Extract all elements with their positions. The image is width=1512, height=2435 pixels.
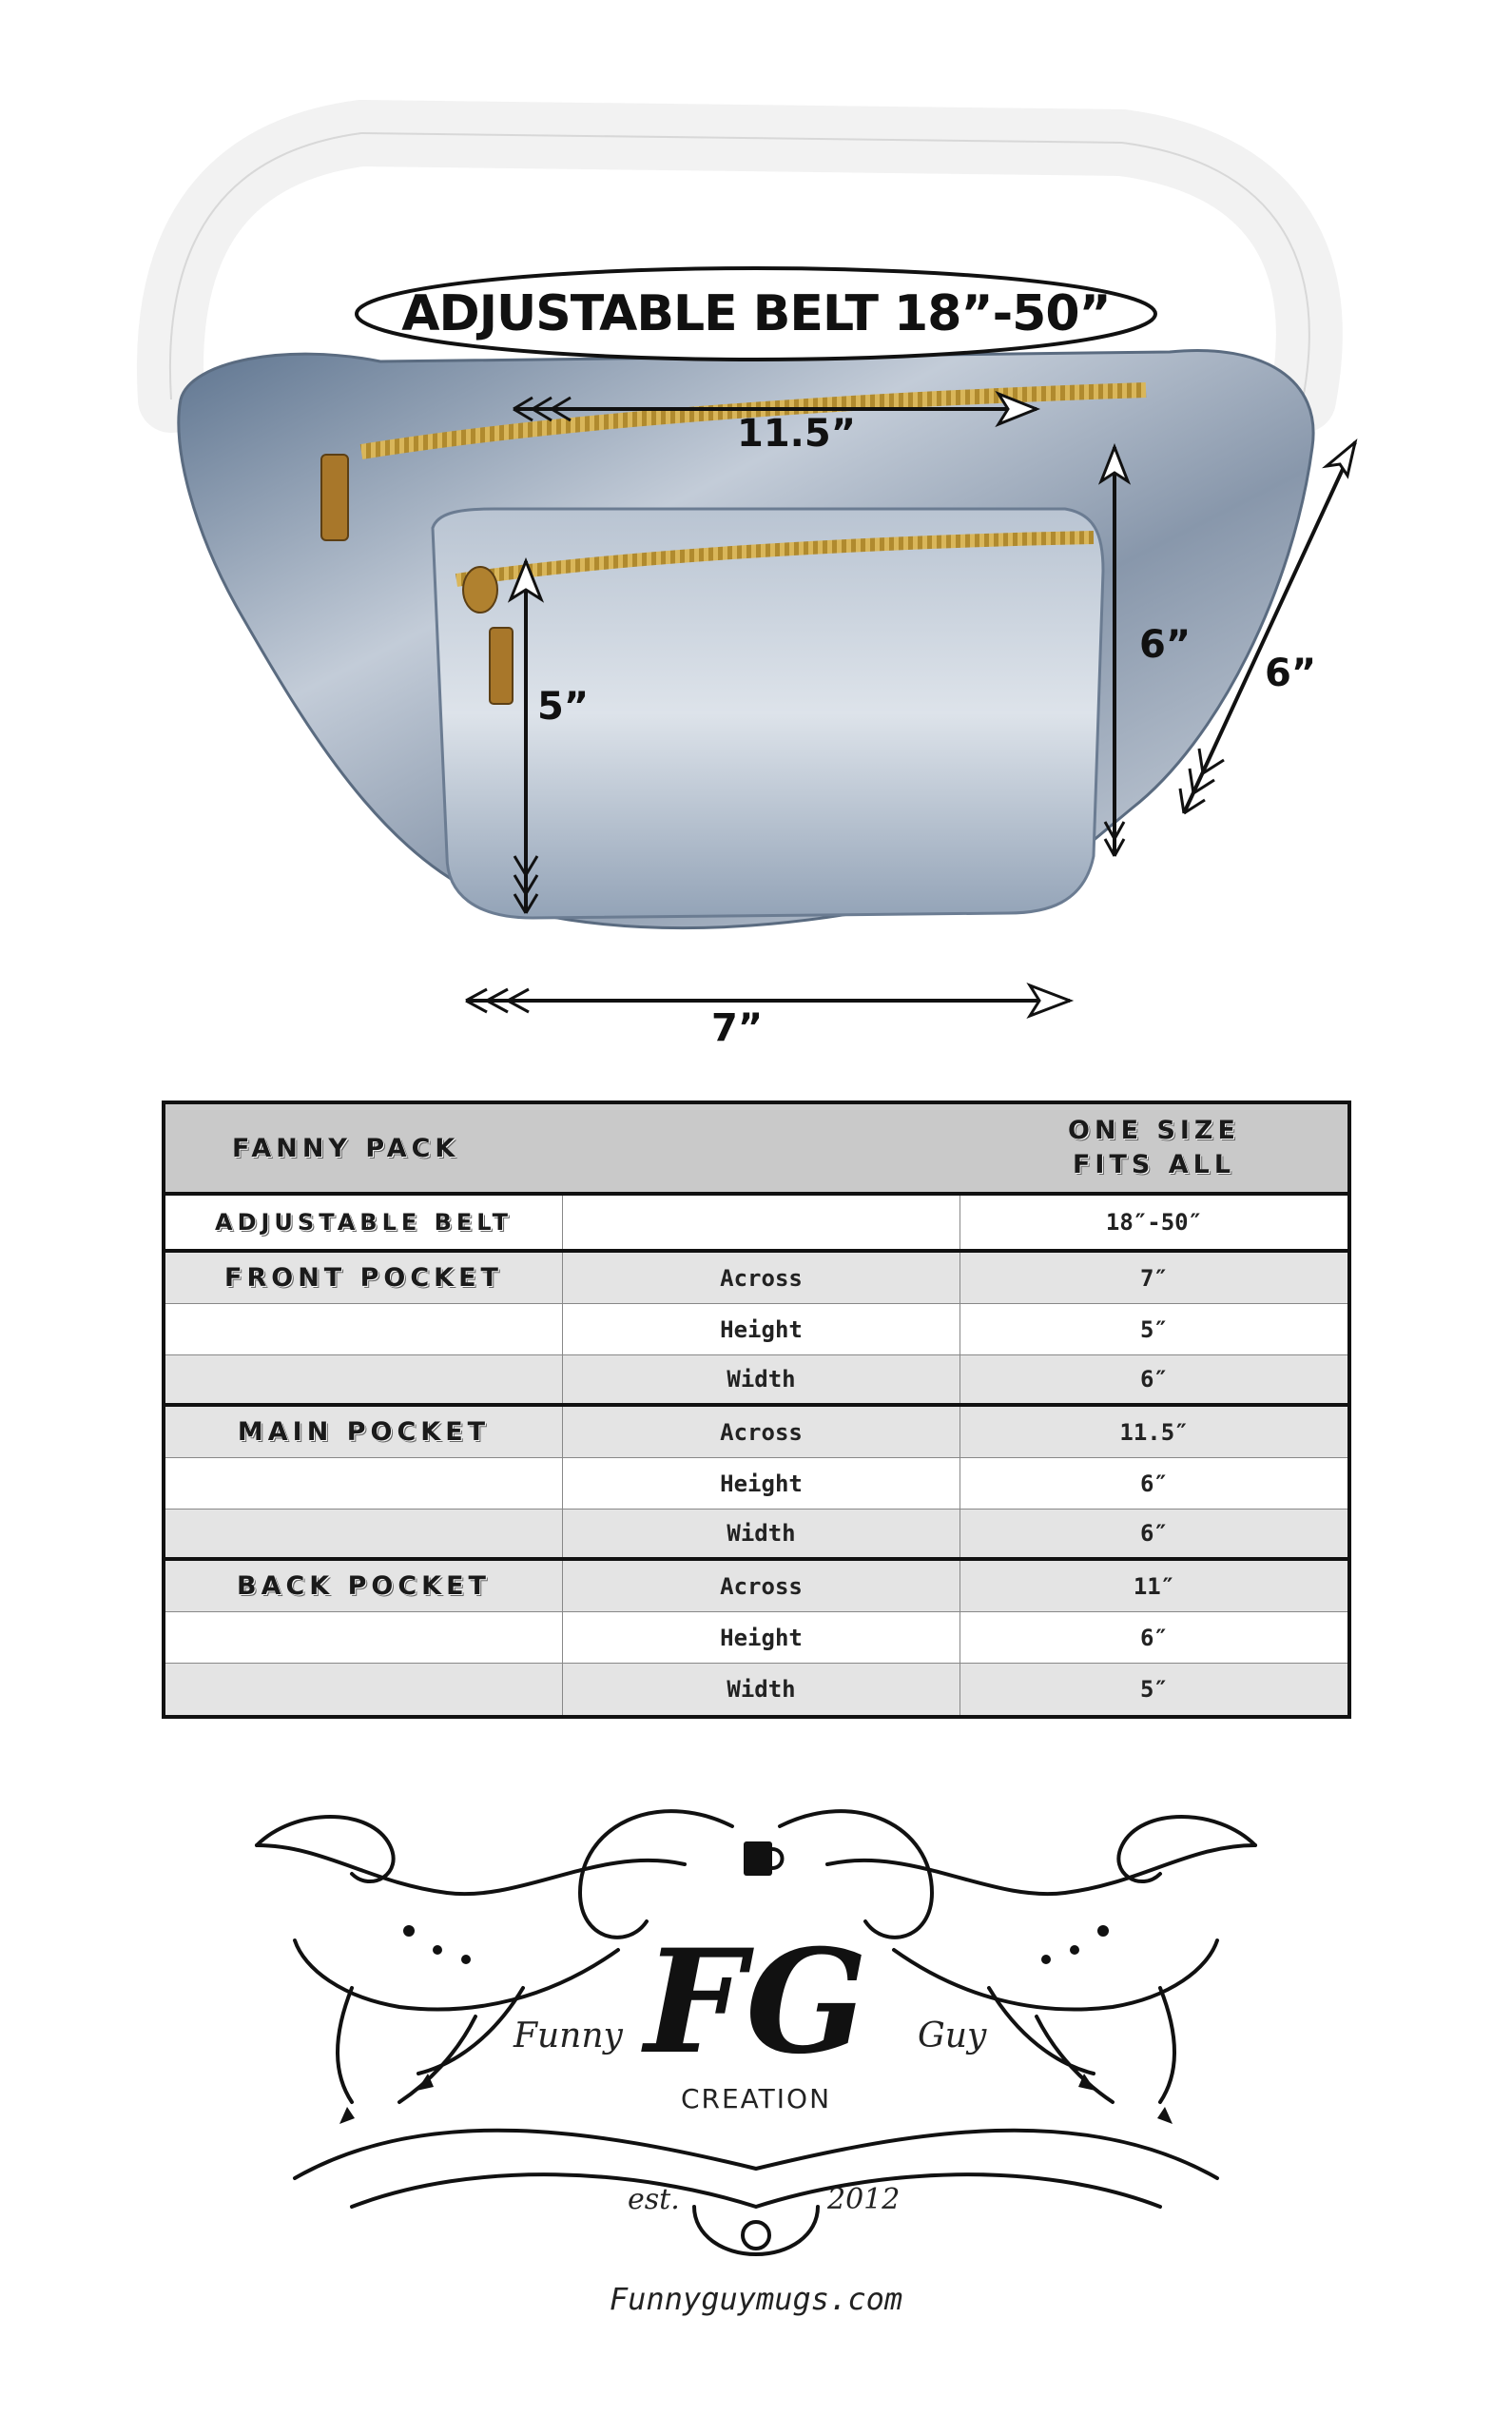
mug-icon — [744, 1841, 783, 1876]
row-measure: Width — [563, 1510, 960, 1557]
table-row — [165, 1664, 1347, 1715]
row-measure: Height — [563, 1612, 960, 1663]
group-label-back: BACK POCKET — [165, 1561, 563, 1611]
logo-est-year: 2012 — [827, 2183, 901, 2216]
table-row — [165, 1458, 1347, 1510]
group-spacer — [165, 1458, 563, 1509]
table-header-size — [960, 1104, 1347, 1192]
row-measure: Width — [563, 1664, 960, 1715]
group-spacer — [165, 1664, 563, 1715]
front-across-dim: 7” — [711, 1006, 764, 1050]
header-size-line1: ONE SIZE — [1068, 1116, 1240, 1145]
table-header-title: FANNY PACK — [232, 1133, 460, 1163]
row-measure: Width — [563, 1355, 960, 1403]
row-value: 7″ — [1140, 1264, 1168, 1292]
table-row — [165, 1510, 1347, 1561]
logo-word-guy: Guy — [918, 2016, 987, 2055]
row-value: 5″ — [1140, 1315, 1168, 1343]
row-value: 6″ — [1140, 1624, 1168, 1651]
table-row-belt — [165, 1196, 1347, 1253]
group-label-main: MAIN POCKET — [165, 1407, 563, 1457]
website-url: Funnyguymugs.com — [609, 2281, 903, 2317]
belt-row-value: 18″-50″ — [1105, 1209, 1203, 1236]
row-value: 6″ — [1140, 1366, 1168, 1393]
group-spacer — [165, 1612, 563, 1663]
row-measure: Height — [563, 1304, 960, 1354]
table-row — [165, 1612, 1347, 1664]
belt-row-label: ADJUSTABLE BELT — [165, 1196, 563, 1249]
table-row — [165, 1253, 1347, 1304]
main-zipper-pull — [321, 455, 348, 540]
row-measure: Across — [563, 1253, 960, 1303]
row-value: 11.5″ — [1119, 1418, 1189, 1446]
row-value: 5″ — [1140, 1676, 1168, 1703]
row-value: 6″ — [1140, 1520, 1168, 1547]
table-header — [165, 1104, 1347, 1196]
brand-logo — [238, 1788, 1274, 2264]
row-measure: Across — [563, 1407, 960, 1457]
logo-monogram: FG — [644, 1919, 868, 2086]
logo-creation: CREATION — [680, 2083, 832, 2114]
row-value: 11″ — [1133, 1572, 1175, 1600]
product-photo-area — [0, 0, 1512, 1075]
main-across-dim: 11.5” — [737, 412, 856, 456]
main-height-dim: 6” — [1139, 623, 1192, 667]
logo-word-funny: Funny — [514, 2016, 623, 2055]
table-row — [165, 1561, 1347, 1612]
group-spacer — [165, 1510, 563, 1557]
row-measure: Height — [563, 1458, 960, 1509]
table-row — [165, 1355, 1347, 1407]
front-zipper-pull — [490, 628, 513, 704]
group-spacer — [165, 1355, 563, 1403]
group-label-front: FRONT POCKET — [165, 1253, 563, 1303]
row-value: 6″ — [1140, 1470, 1168, 1497]
logo-est-label: est. — [628, 2183, 680, 2216]
header-size-line2: FITS ALL — [1072, 1150, 1236, 1179]
row-measure: Across — [563, 1561, 960, 1611]
fanny-pack-illustration — [0, 0, 1512, 1075]
table-row — [165, 1407, 1347, 1458]
belt-row-measure — [563, 1196, 960, 1249]
front-height-dim: 5” — [537, 685, 590, 729]
belt-callout-label: ADJUSTABLE BELT 18”-50” — [401, 285, 1111, 342]
depth-dim: 6” — [1265, 652, 1317, 695]
front-zipper-ring — [463, 567, 497, 613]
group-spacer — [165, 1304, 563, 1354]
table-row — [165, 1304, 1347, 1355]
size-chart-table — [162, 1101, 1351, 1719]
